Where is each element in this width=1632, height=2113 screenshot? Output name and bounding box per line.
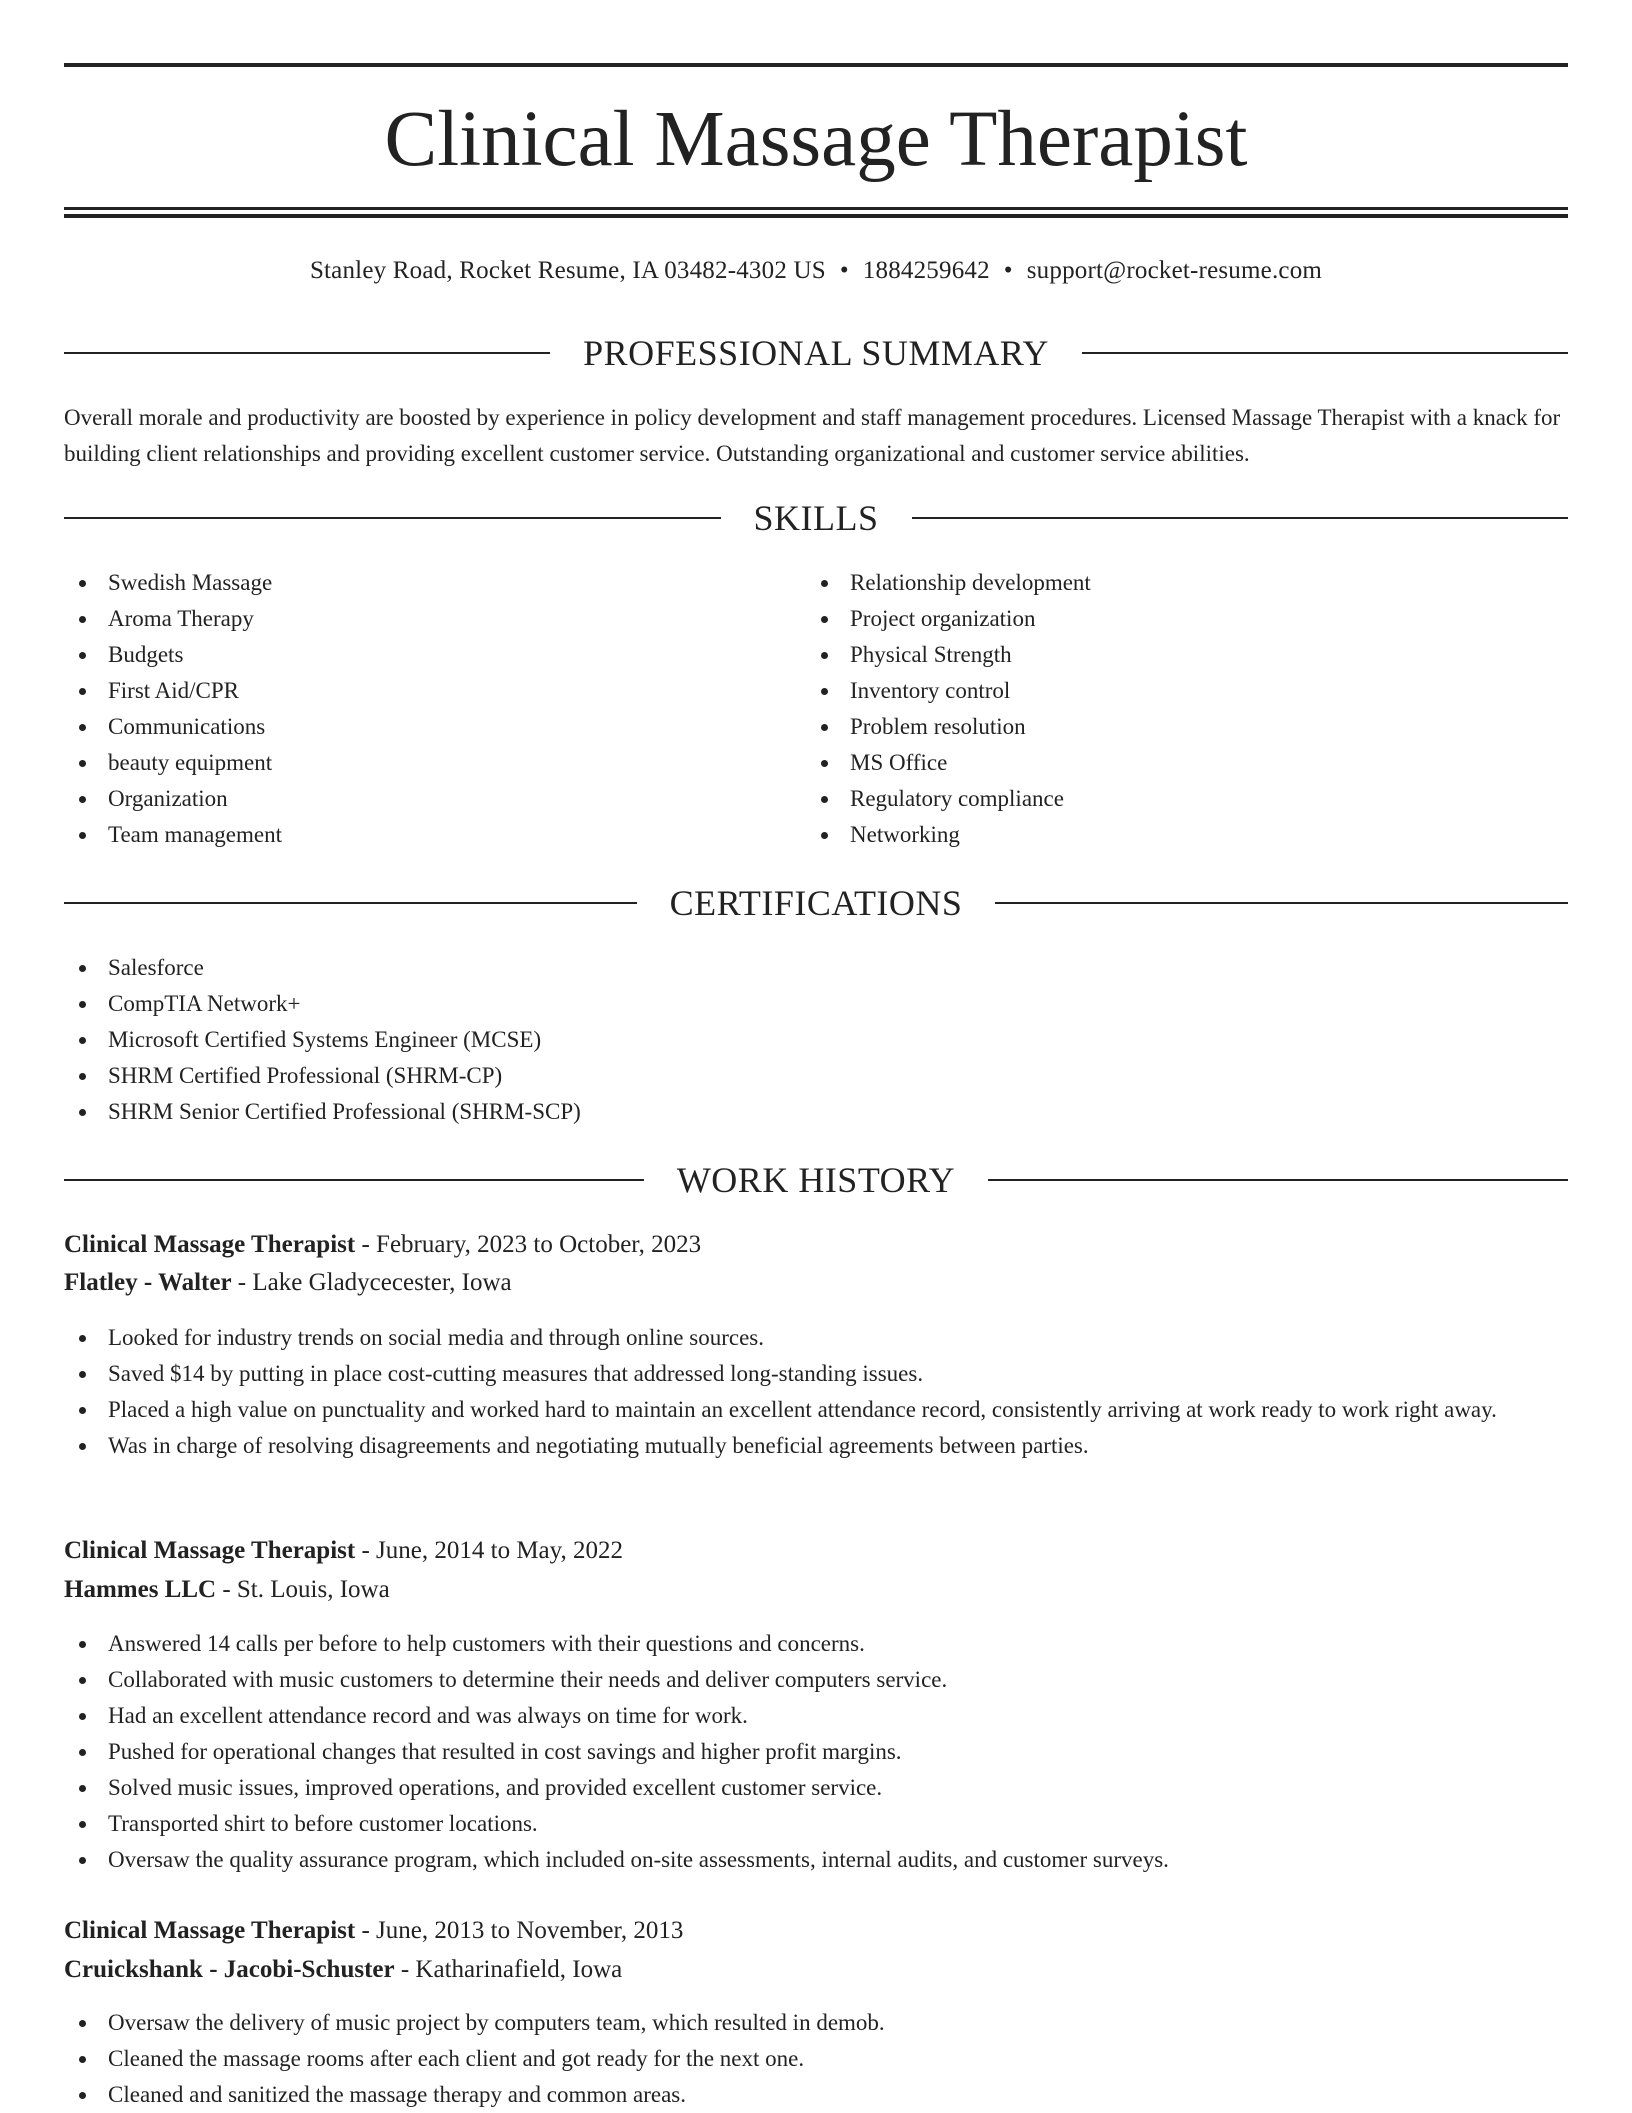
contact-line bbox=[64, 254, 1568, 288]
skills-heading-label: SKILLS bbox=[753, 498, 879, 538]
skill-item: MS Office bbox=[806, 745, 1546, 781]
job-bullet: Answered 14 calls per before to help customers with their questions and concerns. bbox=[64, 1626, 1568, 1662]
contact-email: support@rocket-resume.com bbox=[1026, 257, 1323, 284]
heading-rule bbox=[988, 1179, 1568, 1181]
summary-text: Overall morale and productivity are boosted by experience in policy development and staff management procedures. Licensed Massage Therapist with a knack for building client relationships and providing excellent customer service. Outstanding organizational and customer service abilities. bbox=[64, 405, 1561, 466]
contact-separator: • bbox=[1003, 257, 1013, 284]
job-title-line: Clinical Massage Therapist - June, 2013 to November, 2013 bbox=[64, 1917, 684, 1944]
heading-rule bbox=[64, 1179, 644, 1181]
work-history-heading-label: WORK HISTORY bbox=[676, 1160, 956, 1200]
contact-address: Stanley Road, Rocket Resume, IA 03482-4302 US bbox=[309, 257, 826, 284]
job-bullet: Cleaned and sanitized the massage therapy and common areas. bbox=[64, 2077, 1568, 2113]
job-bullet: Cleaned the massage rooms after each client and got ready for the next one. bbox=[64, 2041, 1568, 2077]
job-bullet: Looked for industry trends on social media and through online sources. bbox=[64, 1320, 1568, 1356]
heading-rule bbox=[64, 352, 550, 354]
job-dates: June, 2013 to November, 2013 bbox=[376, 1917, 684, 1944]
skill-item: Problem resolution bbox=[806, 709, 1546, 745]
job-company-line: Flatley - Walter - Lake Gladycecester, Iowa bbox=[64, 1269, 512, 1296]
job-bullet: Was in charge of resolving disagreements and negotiating mutually beneficial agreements between parties. bbox=[64, 1428, 1568, 1464]
job-company-line: Cruickshank - Jacobi-Schuster - Katharinafield, Iowa bbox=[64, 1956, 623, 1983]
heading-rule bbox=[64, 902, 637, 904]
job-company: Hammes LLC bbox=[64, 1576, 217, 1603]
summary-heading bbox=[64, 330, 1568, 376]
job-bullets bbox=[64, 1626, 1568, 1878]
certification-item: SHRM Certified Professional (SHRM-CP) bbox=[64, 1058, 1568, 1094]
skill-item: Aroma Therapy bbox=[64, 601, 804, 637]
heading-rule bbox=[64, 517, 721, 519]
heading-rule bbox=[1082, 352, 1568, 354]
job-bullet: Oversaw the quality assurance program, which included on-site assessments, internal audits, and customer surveys. bbox=[64, 1842, 1568, 1878]
summary-heading-label: PROFESSIONAL SUMMARY bbox=[583, 333, 1049, 373]
certifications-heading bbox=[64, 880, 1568, 926]
heading-rule bbox=[912, 517, 1569, 519]
job-company-line: Hammes LLC - St. Louis, Iowa bbox=[64, 1576, 390, 1603]
job-location: Lake Gladycecester, Iowa bbox=[252, 1269, 512, 1296]
skill-item: Team management bbox=[64, 817, 804, 853]
job-title-line: Clinical Massage Therapist - February, 2023 to October, 2023 bbox=[64, 1231, 702, 1258]
skills-list-right bbox=[806, 565, 1546, 853]
job-title: Clinical Massage Therapist bbox=[64, 1231, 356, 1258]
job-location: Katharinafield, Iowa bbox=[415, 1956, 623, 1983]
skill-item: Swedish Massage bbox=[64, 565, 804, 601]
job-title-line: Clinical Massage Therapist - June, 2014 to May, 2022 bbox=[64, 1537, 624, 1564]
skill-item: Budgets bbox=[64, 637, 804, 673]
skill-item: Organization bbox=[64, 781, 804, 817]
job-dates: June, 2014 to May, 2022 bbox=[376, 1537, 624, 1564]
job-bullets bbox=[64, 2005, 1568, 2113]
job-bullet: Oversaw the delivery of music project by computers team, which resulted in demob. bbox=[64, 2005, 1568, 2041]
work-history-heading bbox=[64, 1157, 1568, 1203]
job-company: Cruickshank - Jacobi-Schuster bbox=[64, 1956, 395, 1983]
job-bullet: Solved music issues, improved operations, and provided excellent customer service. bbox=[64, 1770, 1568, 1806]
skill-item: beauty equipment bbox=[64, 745, 804, 781]
job-dates: February, 2023 to October, 2023 bbox=[376, 1231, 702, 1258]
certification-item: SHRM Senior Certified Professional (SHRM-SCP) bbox=[64, 1094, 1568, 1130]
skill-item: Inventory control bbox=[806, 673, 1546, 709]
job-bullet: Saved $14 by putting in place cost-cutting measures that addressed long-standing issues. bbox=[64, 1356, 1568, 1392]
certification-item: CompTIA Network+ bbox=[64, 986, 1568, 1022]
contact-separator: • bbox=[839, 257, 849, 284]
job-bullet: Transported shirt to before customer locations. bbox=[64, 1806, 1568, 1842]
job-bullets bbox=[64, 1320, 1568, 1464]
title-double-rule bbox=[64, 207, 1568, 218]
job-location: St. Louis, Iowa bbox=[236, 1576, 390, 1603]
skill-item: Project organization bbox=[806, 601, 1546, 637]
job-company: Flatley - Walter bbox=[64, 1269, 232, 1296]
resume-title: Clinical Massage Therapist bbox=[384, 96, 1248, 183]
certification-item: Microsoft Certified Systems Engineer (MCSE) bbox=[64, 1022, 1568, 1058]
certification-item: Salesforce bbox=[64, 950, 1568, 986]
job-title: Clinical Massage Therapist bbox=[64, 1537, 356, 1564]
contact-phone: 1884259642 bbox=[862, 257, 990, 284]
skill-item: Communications bbox=[64, 709, 804, 745]
skill-item: Relationship development bbox=[806, 565, 1546, 601]
job-bullet: Had an excellent attendance record and was always on time for work. bbox=[64, 1698, 1568, 1734]
job-title: Clinical Massage Therapist bbox=[64, 1917, 356, 1944]
certifications-heading-label: CERTIFICATIONS bbox=[669, 883, 963, 923]
job-bullet: Pushed for operational changes that resulted in cost savings and higher profit margins. bbox=[64, 1734, 1568, 1770]
heading-rule bbox=[995, 902, 1568, 904]
skill-item: Regulatory compliance bbox=[806, 781, 1546, 817]
skill-item: Networking bbox=[806, 817, 1546, 853]
skills-heading bbox=[64, 495, 1568, 541]
skills-list-left bbox=[64, 565, 804, 853]
skill-item: First Aid/CPR bbox=[64, 673, 804, 709]
job-bullet: Collaborated with music customers to determine their needs and deliver computers service. bbox=[64, 1662, 1568, 1698]
top-rule bbox=[64, 63, 1568, 67]
job-bullet: Placed a high value on punctuality and worked hard to maintain an excellent attendance record, consistently arriving at work ready to work right away. bbox=[64, 1392, 1568, 1428]
skill-item: Physical Strength bbox=[806, 637, 1546, 673]
certifications-list bbox=[64, 950, 1568, 1130]
resume-page bbox=[64, 0, 1568, 2112]
